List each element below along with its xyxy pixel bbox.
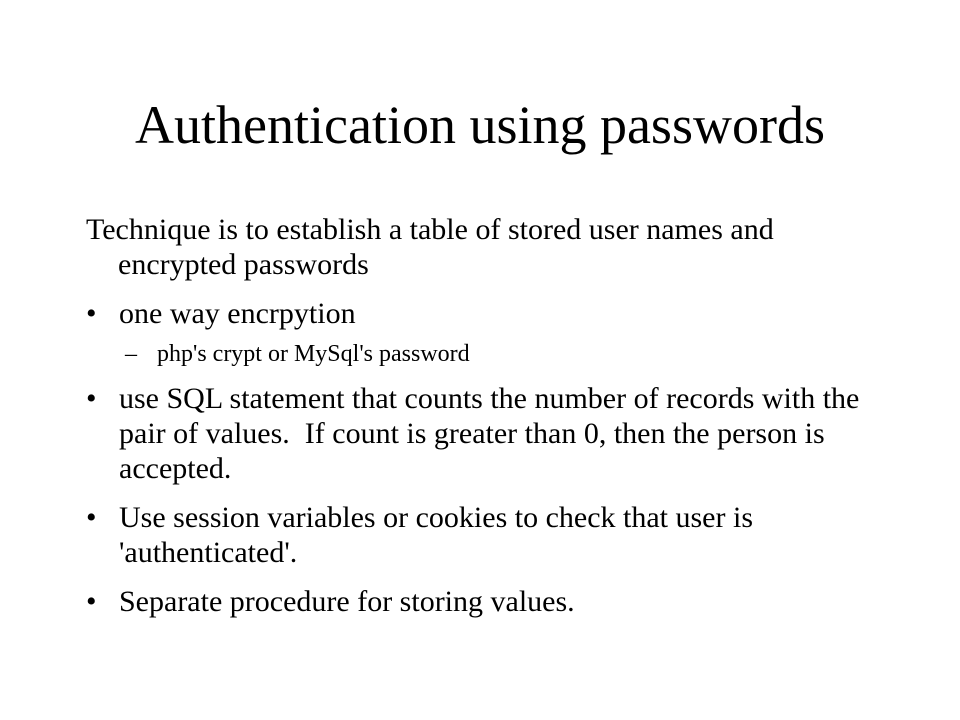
slide-body (86, 212, 886, 633)
sub-bullet-item (86, 339, 886, 369)
bullet-text: one way encrpytion (119, 297, 356, 330)
bullet-item (86, 296, 886, 331)
bullet-marker: • (86, 297, 97, 330)
slide-title: Authentication using passwords (135, 95, 825, 155)
bullet-item (86, 381, 886, 486)
bullet-text: Use session variables or cookies to check that user is 'authenticated'. (119, 501, 753, 569)
bullet-marker: • (86, 585, 97, 618)
bullet-marker: • (86, 501, 97, 534)
bullet-text: Separate procedure for storing values. (119, 585, 575, 618)
sub-bullet-marker: – (125, 341, 137, 367)
bullet-text: use SQL statement that counts the number of records with the pair of values. If count is greater than 0, then the person is accepted. (119, 382, 867, 485)
bullet-item (86, 500, 886, 570)
bullet-item (86, 584, 886, 619)
bullet-marker: • (86, 382, 97, 415)
sub-bullet-text: php's crypt or MySql's password (157, 341, 470, 367)
intro-paragraph: Technique is to establish a table of stored user names and encrypted passwords (86, 213, 774, 281)
